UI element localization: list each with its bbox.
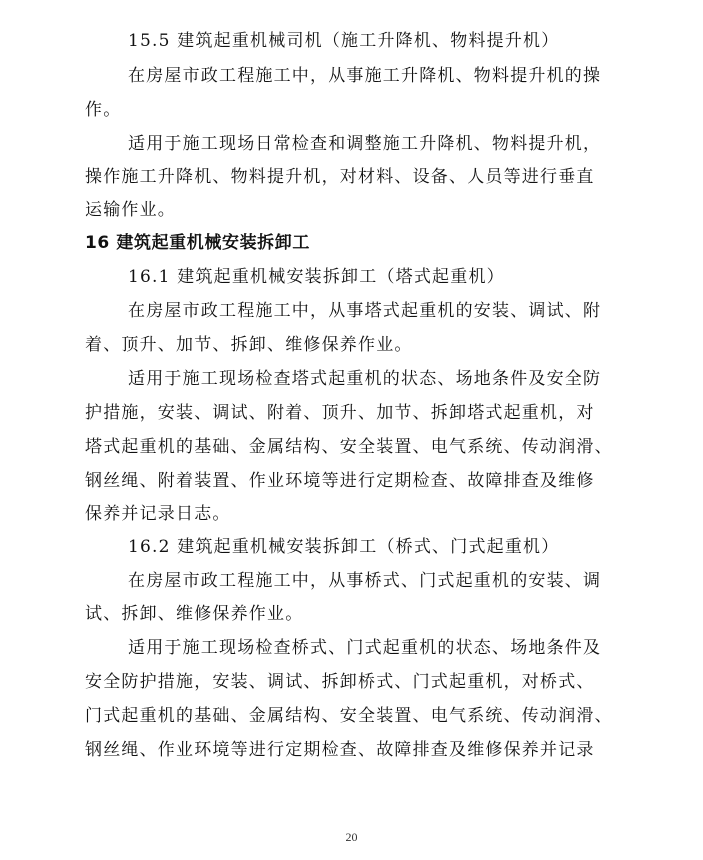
- paragraph-line: 作。: [85, 100, 122, 120]
- paragraph-line: 护措施，安装、调试、附着、顶升、加节、拆卸塔式起重机，对: [85, 403, 595, 423]
- paragraph-line: 操作施工升降机、物料提升机，对材料、设备、人员等进行垂直: [85, 167, 595, 187]
- paragraph-line: 保养并记录日志。: [85, 504, 231, 524]
- paragraph-line: 在房屋市政工程施工中，从事塔式起重机的安装、调试、附: [128, 301, 602, 321]
- page-number: 20: [345, 830, 358, 844]
- paragraph-line: 适用于施工现场检查桥式、门式起重机的状态、场地条件及: [128, 638, 602, 658]
- paragraph-line: 门式起重机的基础、金属结构、安全装置、电气系统、传动润滑、: [85, 706, 613, 726]
- paragraph-line: 钢丝绳、作业环境等进行定期检查、故障排查及维修保养并记录: [85, 740, 595, 760]
- paragraph-line: 塔式起重机的基础、金属结构、安全装置、电气系统、传动润滑、: [85, 437, 613, 457]
- chapter-heading-16: 16 建筑起重机械安装拆卸工: [85, 233, 310, 253]
- section-heading-15-5: 15.5 建筑起重机械司机（施工升降机、物料提升机）: [128, 31, 560, 51]
- paragraph-line: 在房屋市政工程施工中，从事施工升降机、物料提升机的操: [128, 66, 602, 86]
- paragraph-line: 运输作业。: [85, 200, 176, 220]
- paragraph-line: 钢丝绳、附着装置、作业环境等进行定期检查、故障排查及维修: [85, 471, 595, 491]
- paragraph-line: 适用于施工现场检查塔式起重机的状态、场地条件及安全防: [128, 369, 602, 389]
- paragraph-line: 试、拆卸、维修保养作业。: [85, 604, 304, 624]
- paragraph-line: 在房屋市政工程施工中，从事桥式、门式起重机的安装、调: [128, 571, 602, 591]
- section-heading-16-2: 16.2 建筑起重机械安装拆卸工（桥式、门式起重机）: [128, 537, 560, 557]
- section-heading-16-1: 16.1 建筑起重机械安装拆卸工（塔式起重机）: [128, 267, 505, 287]
- paragraph-line: 着、顶升、加节、拆卸、维修保养作业。: [85, 335, 413, 355]
- paragraph-line: 适用于施工现场日常检查和调整施工升降机、物料提升机，: [128, 134, 602, 154]
- paragraph-line: 安全防护措施，安装、调试、拆卸桥式、门式起重机，对桥式、: [85, 672, 595, 692]
